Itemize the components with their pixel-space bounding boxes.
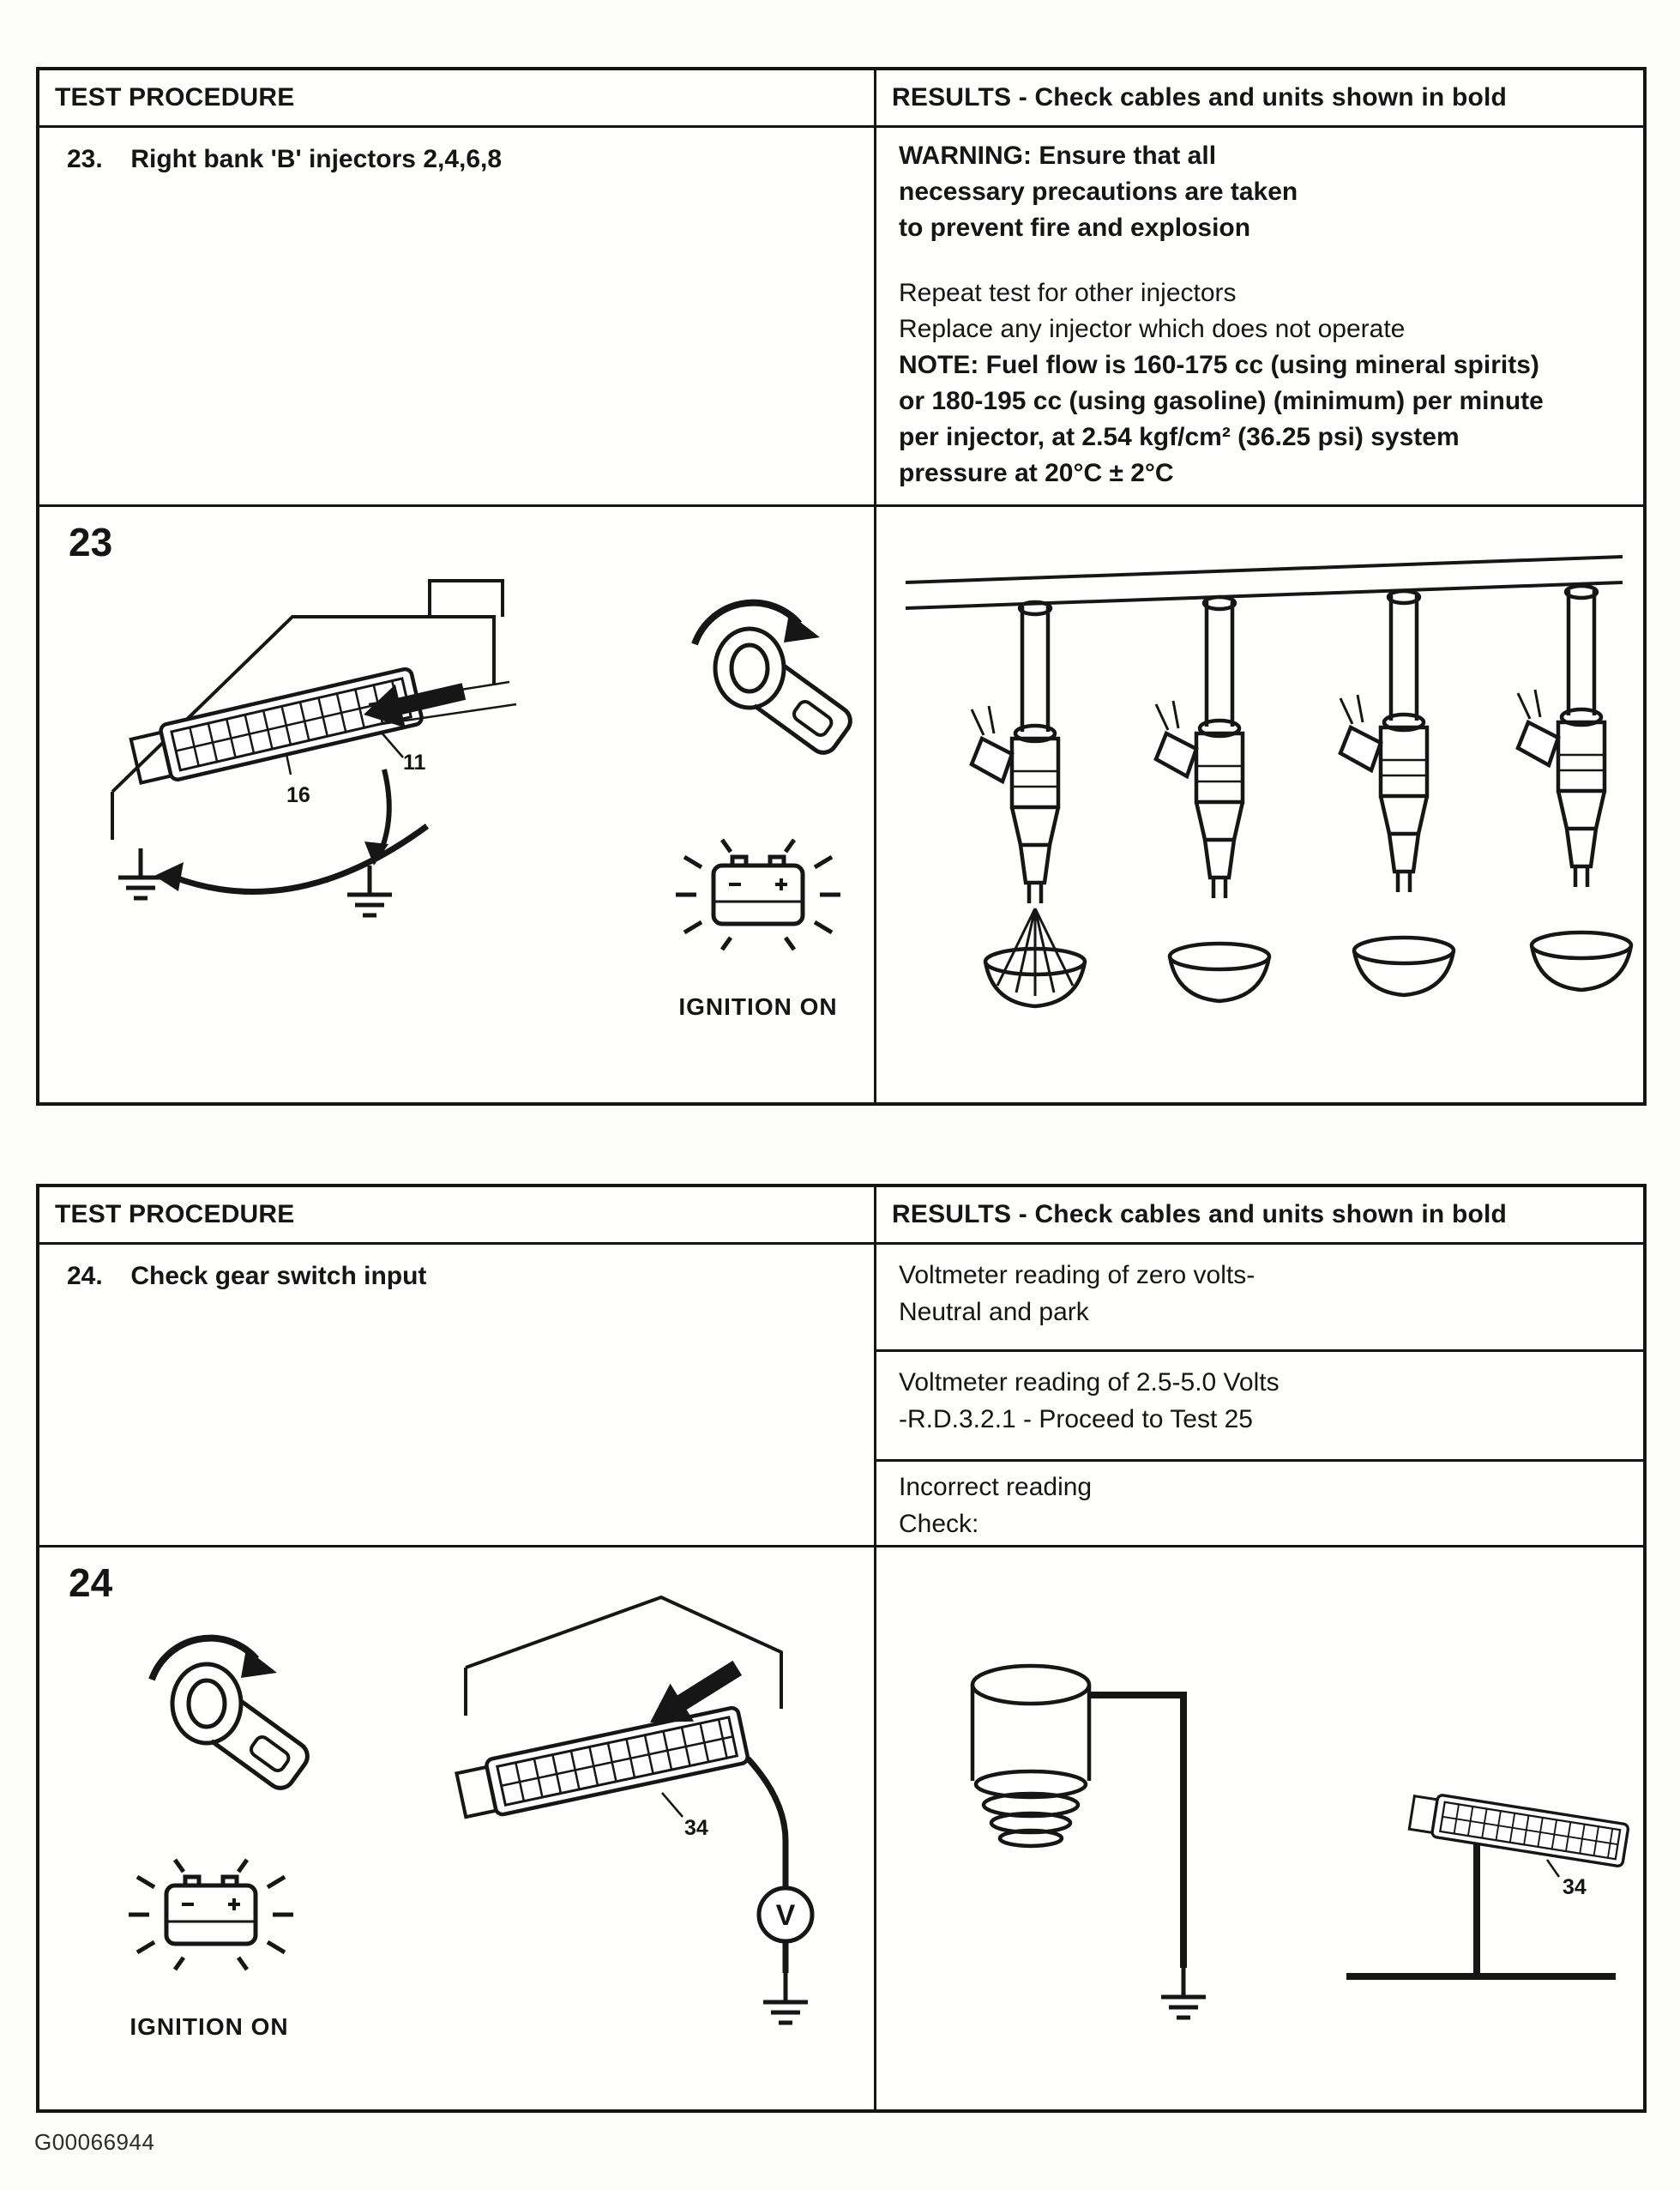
result-cell-1	[876, 1245, 1643, 1349]
figure-23-right-illustration	[876, 507, 1643, 1102]
result-line: Replace any injector which does not operate	[899, 315, 1406, 343]
gear-switch-illustration	[972, 1666, 1089, 1846]
ignition-on-label: IGNITION ON	[678, 993, 838, 1020]
ground-symbol-icon	[763, 1973, 808, 2023]
warning-line: to prevent fire and explosion	[899, 214, 1251, 242]
note-line: or 180-195 cc (using gasoline) (minimum) per minute	[899, 387, 1544, 415]
ignition-key-icon	[152, 1638, 313, 1794]
ignition-key-icon	[695, 603, 856, 758]
result-line: Voltmeter reading of zero volts-	[899, 1261, 1255, 1289]
figure-number-23: 23	[69, 520, 113, 564]
callout-11: 11	[403, 751, 426, 775]
ecu-connector-illustration	[455, 1707, 749, 1822]
ignition-on-label: IGNITION ON	[129, 2013, 289, 2040]
note-line: per injector, at 2.54 kgf/cm² (36.25 psi) system	[899, 423, 1460, 451]
battery-icon	[129, 1860, 293, 1970]
result-cell-2	[876, 1349, 1643, 1459]
injector-illustration	[972, 602, 1085, 1006]
figure-24-right-illustration	[876, 1547, 1643, 2109]
voltmeter-circuit-wire	[748, 1759, 812, 1973]
test-number: 24.	[67, 1262, 103, 1290]
table-header-row	[39, 1187, 1643, 1242]
test-24-text-row	[39, 1242, 1643, 1545]
fuel-rail-line	[906, 557, 1623, 608]
voltmeter-label: V	[775, 1899, 796, 1932]
test-table-23	[36, 67, 1647, 1106]
note-line: pressure at 20°C ± 2°C	[899, 459, 1174, 487]
test-number: 23.	[67, 145, 103, 173]
warning-line: necessary precautions are taken	[899, 178, 1298, 206]
harness-connector-illustration	[1409, 1791, 1629, 1867]
callout-34	[1547, 1860, 1587, 1899]
col-header-test-procedure: TEST PROCEDURE	[55, 1200, 295, 1228]
injectors-group	[972, 586, 1631, 1006]
injector-illustration	[1340, 591, 1454, 995]
result-line: Voltmeter reading of 2.5-5.0 Volts	[899, 1368, 1280, 1397]
warning-line: WARNING: Ensure that all	[899, 142, 1217, 170]
injector-illustration	[1156, 597, 1269, 1001]
spacer	[899, 246, 1635, 275]
ecu-box-outline	[466, 1597, 781, 1716]
test-24-figure-row	[39, 1545, 1643, 2109]
figure-23-left-illustration	[39, 507, 874, 1102]
note-line: NOTE: Fuel flow is 160-175 cc (using mineral spirits)	[899, 351, 1539, 379]
battery-icon	[676, 840, 840, 950]
ground-symbol-icon	[347, 866, 392, 915]
svg-text:34: 34	[684, 1816, 708, 1840]
test-23-figure-row	[39, 504, 1643, 1102]
col-header-results: RESULTS - Check cables and units shown in bold	[892, 83, 1508, 112]
injector-illustration	[1518, 586, 1631, 990]
result-line: -R.D.3.2.1 - Proceed to Test 25	[899, 1405, 1253, 1433]
table-header-row	[39, 70, 1643, 125]
svg-text:34: 34	[1563, 1875, 1587, 1899]
test-title: Right bank 'B' injectors 2,4,6,8	[130, 145, 503, 173]
result-line: Incorrect reading	[899, 1473, 1093, 1501]
col-header-results: RESULTS - Check cables and units shown in bold	[892, 1200, 1508, 1228]
figure-24-left-illustration	[39, 1547, 874, 2109]
ground-symbol-icon	[118, 848, 163, 898]
result-cell-3	[876, 1459, 1643, 1545]
result-line: Check:	[899, 1510, 979, 1538]
col-header-test-procedure: TEST PROCEDURE	[55, 83, 295, 112]
test-title: Check gear switch input	[130, 1262, 427, 1290]
result-line: Neutral and park	[899, 1298, 1089, 1326]
result-line: Repeat test for other injectors	[899, 279, 1237, 307]
callout-34	[662, 1793, 708, 1840]
test-23-text-row	[39, 125, 1643, 504]
figure-number-24: 24	[69, 1560, 113, 1605]
callout-16: 16	[286, 783, 310, 807]
test-table-24	[36, 1184, 1647, 2113]
document-id: G00066944	[34, 2129, 155, 2155]
ground-symbol-icon	[1161, 1968, 1206, 2018]
ecu-connector-illustration	[129, 668, 423, 788]
